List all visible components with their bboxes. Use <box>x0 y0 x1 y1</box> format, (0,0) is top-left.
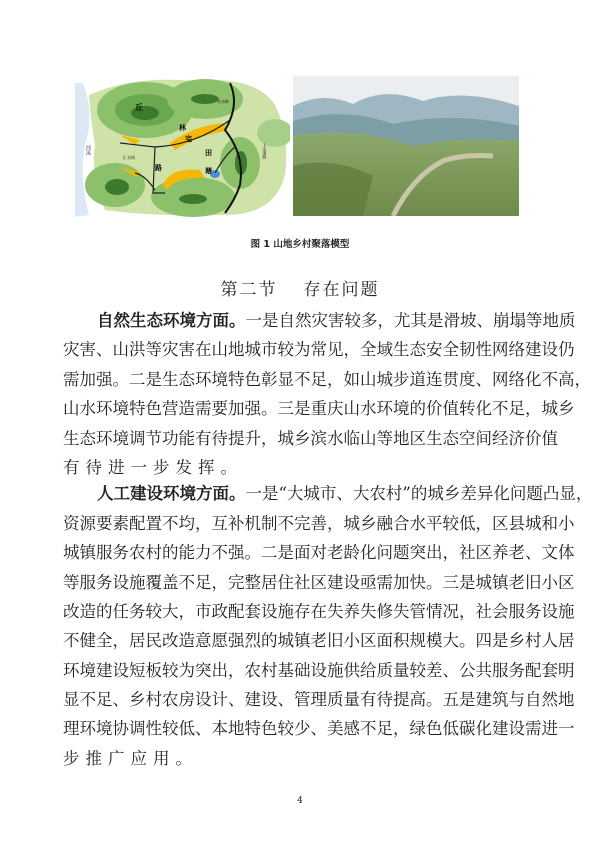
text-line: 山水环境特色营造需要加强。三是重庆山水环境的价值转化不足，城乡 <box>63 399 575 419</box>
text-line: 等服务设施覆盖不足，完整居住社区建设亟需加快。三是城镇老旧小区 <box>63 572 575 592</box>
mountain-village-painting <box>293 76 519 216</box>
section-heading <box>0 275 600 300</box>
map-label-road: 路 <box>155 164 162 172</box>
map-label-hill: 丘 <box>135 103 143 112</box>
map-label-field: 田 <box>205 149 212 157</box>
page-number: 4 <box>297 796 303 806</box>
text-line: 需加强。二是生态环境特色彰显不足，如山城步道连贯度、网络化不高， <box>63 369 591 389</box>
body-text <box>63 306 593 773</box>
section-title: 存在问题 <box>303 280 380 300</box>
text-line: 不健全，居民改造意愿强烈的城镇老旧小区面积规模大。四是乡村人居 <box>63 631 575 651</box>
section-number: 第二节 <box>220 280 278 300</box>
text-line: 灾害、山洪等灾害在山地城市较为常见，全域生态安全韧性网络建设仍 <box>63 340 575 360</box>
text-line: 城镇服务农村的能力不强。二是面对老龄化问题突出，社区养老、文体 <box>63 543 575 563</box>
text-line: 一是自然灾害较多，尤其是滑坡、崩塌等地质 <box>245 311 576 330</box>
map-label-pond: 塘 <box>205 167 212 175</box>
paragraph-lead: 自然生态环境方面。 <box>97 311 246 330</box>
text-line: 资源要素配置不均，互补机制不完善，城乡融合水平较低，区县城和小 <box>63 513 575 533</box>
text-line: 生态环境调节功能有待提升，城乡滨水临山等地区生态空间经济价值 <box>63 428 558 448</box>
paragraph-lead: 人工建设环境方面。 <box>97 484 246 504</box>
text-line: 有待进一步发挥。 <box>63 457 243 477</box>
village-settlement-map <box>75 75 290 217</box>
map-label-divide: 分水岭 <box>217 99 229 104</box>
map-label-river: 河流 <box>85 145 91 155</box>
text-line: 环境建设短板较为突出，农村基础设施供给质量较差、公共服务配套明 <box>63 660 575 680</box>
map-label-catchment: 汇水线 <box>123 155 135 160</box>
text-line: 改造的任务较大，市政配套设施存在失养失修失管情况，社会服务设施 <box>63 601 575 621</box>
paragraph-natural-environment <box>63 306 591 482</box>
text-line: 步推广应用。 <box>63 748 198 768</box>
text-line: 理环境协调性较低、本地特色较少、美感不足，绿色低碳化建设需进一 <box>63 719 575 739</box>
text-line: 显不足、乡村农房设计、建设、管理质量有待提高。五是建筑与自然地 <box>63 690 575 710</box>
paragraph-built-environment <box>63 479 593 773</box>
map-label-mountain-road: 上山道路 <box>262 143 268 159</box>
text-line: 一是“大城市、大农村”的城乡差异化问题凸显， <box>245 484 593 504</box>
map-label-house: 宅 <box>185 135 192 143</box>
figure-caption: 图 1 山地乡村聚落模型 <box>250 239 350 250</box>
map-label-forest: 林 <box>179 124 186 132</box>
